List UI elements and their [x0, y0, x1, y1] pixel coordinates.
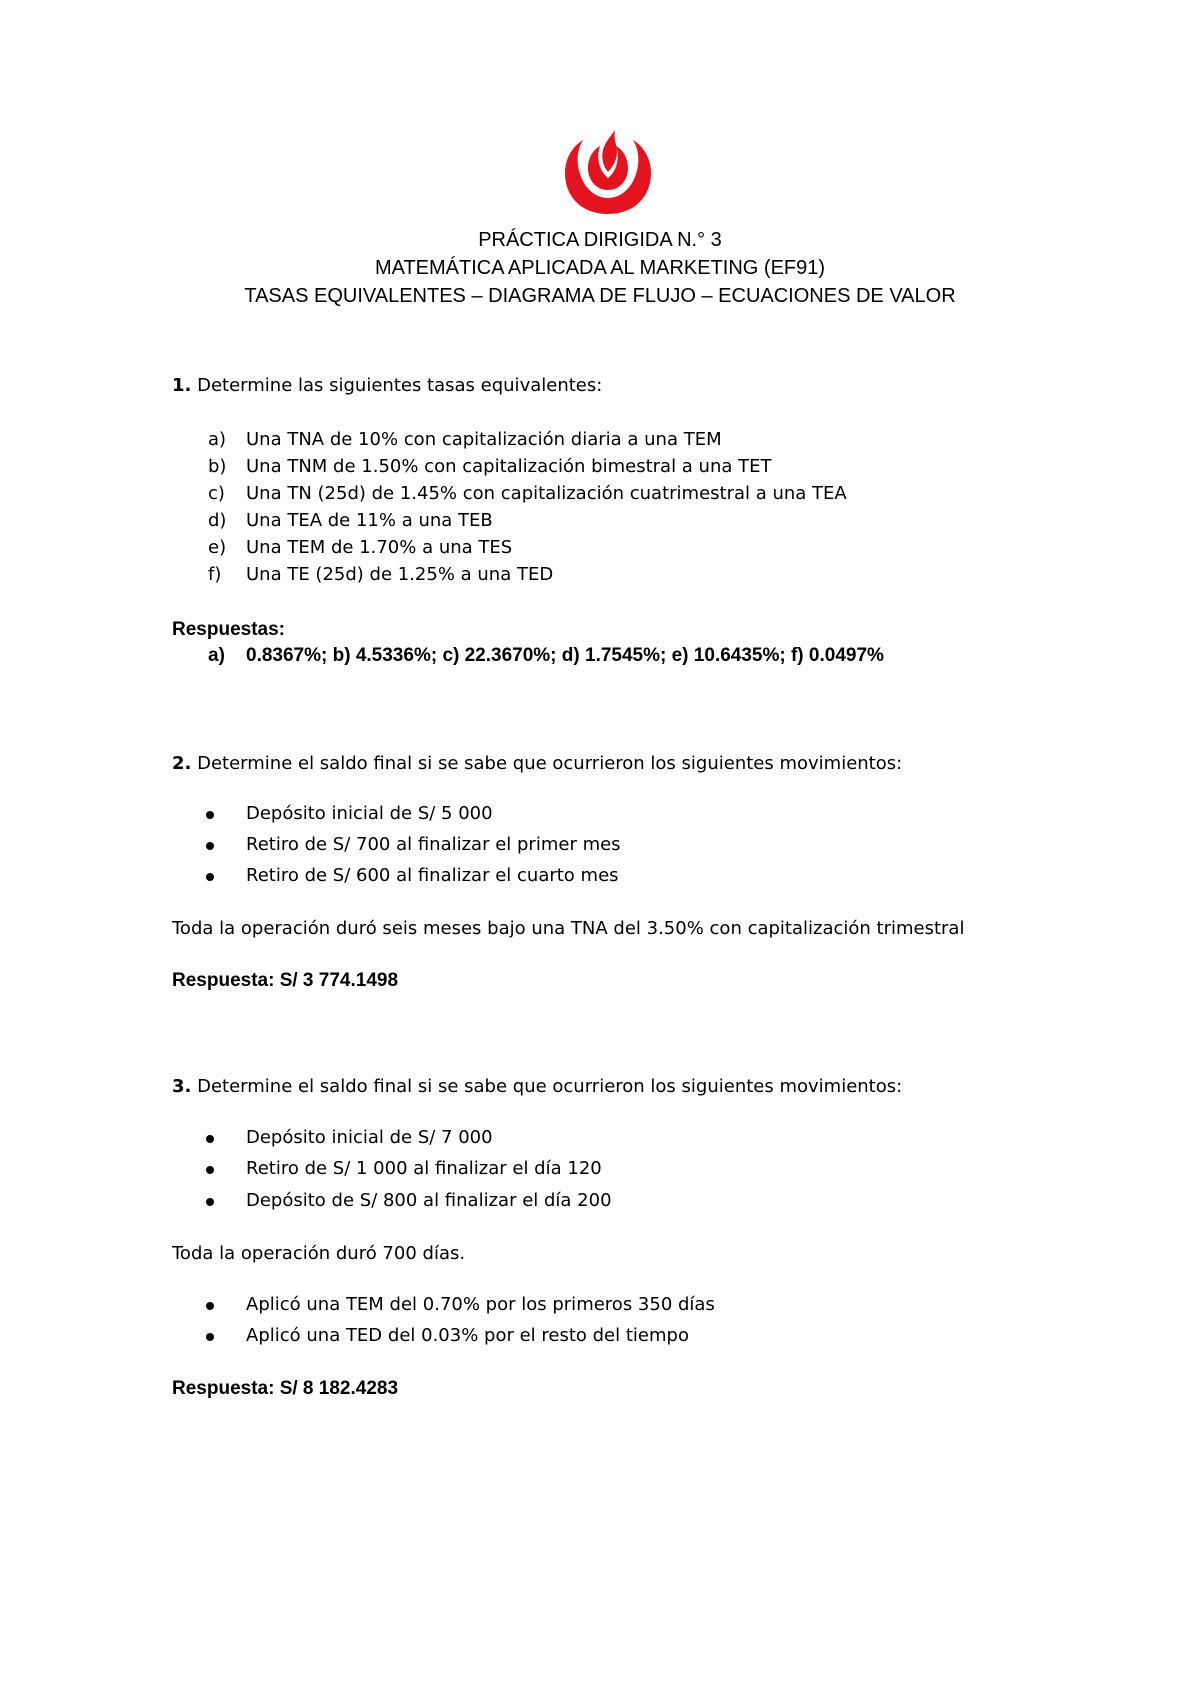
- bullet-icon: [206, 1302, 214, 1310]
- university-logo: [563, 128, 653, 216]
- q1-item: b) Una TNM de 1.50% con capitalización bimestral a una TET: [208, 456, 772, 477]
- q1-item: a) Una TNA de 10% con capitalización diaria a una TEM: [208, 429, 722, 450]
- bullet-icon: [206, 811, 214, 819]
- q2-bullet-item: Retiro de S/ 600 al finalizar el cuarto mes: [206, 865, 619, 886]
- bullet-icon: [206, 1166, 214, 1174]
- bullet-icon: [206, 873, 214, 881]
- header-title: PRÁCTICA DIRIGIDA N.° 3: [478, 229, 722, 251]
- q2-answer: Respuesta: S/ 3 774.1498: [172, 970, 399, 991]
- bullet-icon: [206, 842, 214, 850]
- q2-note: Toda la operación duró seis meses bajo una TNA del 3.50% con capitalización trimestral: [172, 918, 965, 939]
- q2-bullet-item: Retiro de S/ 700 al finalizar el primer mes: [206, 834, 621, 855]
- document-header: [0, 226, 1200, 310]
- q3-bullet-item: Retiro de S/ 1 000 al finalizar el día 120: [206, 1158, 602, 1179]
- q2-bullet-item: Depósito inicial de S/ 5 000: [206, 803, 493, 824]
- bullet-icon: [206, 1135, 214, 1143]
- q1-item: d) Una TEA de 11% a una TEB: [208, 510, 493, 531]
- q1-item: c) Una TN (25d) de 1.45% con capitalización cuatrimestral a una TEA: [208, 483, 847, 504]
- q3-rate-item: Aplicó una TED del 0.03% por el resto del tiempo: [206, 1325, 689, 1346]
- bullet-icon: [206, 1333, 214, 1341]
- q2-text: Determine el saldo final si se sabe que ocurrieron los siguientes movimientos:: [197, 753, 903, 774]
- q2-prompt: [172, 753, 902, 774]
- q3-number: 3.: [172, 1076, 192, 1097]
- bullet-icon: [206, 1198, 214, 1206]
- header-topic: TASAS EQUIVALENTES – DIAGRAMA DE FLUJO – ECUACIONES DE VALOR: [244, 285, 956, 307]
- q3-prompt: [172, 1076, 902, 1097]
- q3-answer: Respuesta: S/ 8 182.4283: [172, 1378, 399, 1399]
- q3-text: Determine el saldo final si se sabe que ocurrieron los siguientes movimientos:: [197, 1076, 903, 1097]
- q1-item: e) Una TEM de 1.70% a una TES: [208, 537, 513, 558]
- q2-number: 2.: [172, 753, 192, 774]
- q1-text: Determine las siguientes tasas equivalentes:: [197, 375, 603, 396]
- header-course: MATEMÁTICA APLICADA AL MARKETING (EF91): [374, 257, 826, 279]
- q3-rate-item: Aplicó una TEM del 0.70% por los primeros 350 días: [206, 1294, 715, 1315]
- q3-bullet-item: Depósito de S/ 800 al finalizar el día 200: [206, 1190, 612, 1211]
- q1-answers: a) 0.8367%; b) 4.5336%; c) 22.3670%; d) 1.7545%; e) 10.6435%; f) 0.0497%: [208, 645, 884, 666]
- q1-item: f) Una TE (25d) de 1.25% a una TED: [208, 564, 554, 585]
- q3-bullet-item: Depósito inicial de S/ 7 000: [206, 1127, 493, 1148]
- q3-note: Toda la operación duró 700 días.: [172, 1243, 466, 1264]
- q1-prompt: [172, 375, 602, 396]
- q1-answers-label: Respuestas:: [172, 619, 285, 640]
- q1-number: 1.: [172, 375, 192, 396]
